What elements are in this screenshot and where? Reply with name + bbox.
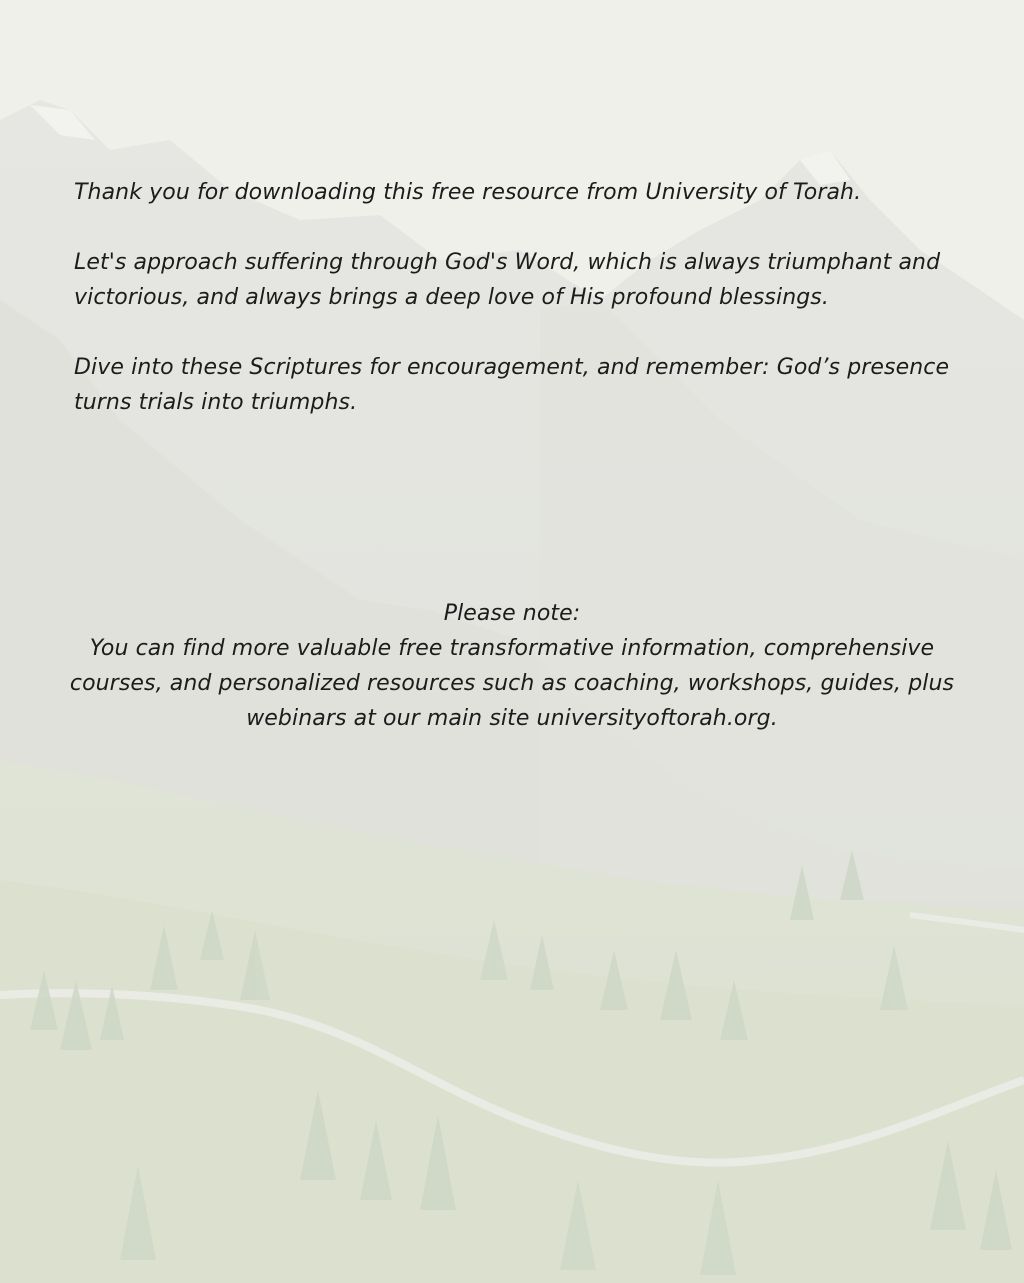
intro-text — [74, 175, 974, 455]
note-body: You can find more valuable free transformative information, comprehensive courses, and personalized resources such as coaching, workshops, guides, plus webinars at our main site universityoftorah.org. — [69, 636, 955, 731]
intro-paragraph-thanks: Thank you for downloading this free resource from University of Torah. — [74, 180, 862, 205]
note-heading: Please note: — [443, 601, 581, 626]
intro-paragraph-approach: Let's approach suffering through God's Word, which is always triumphant and victorious, and always brings a deep love of His profound blessings. — [74, 250, 941, 310]
note-section — [60, 596, 964, 736]
intro-paragraph-encouragement: Dive into these Scriptures for encouragement, and remember: God’s presence turns trials into triumphs. — [74, 355, 950, 415]
